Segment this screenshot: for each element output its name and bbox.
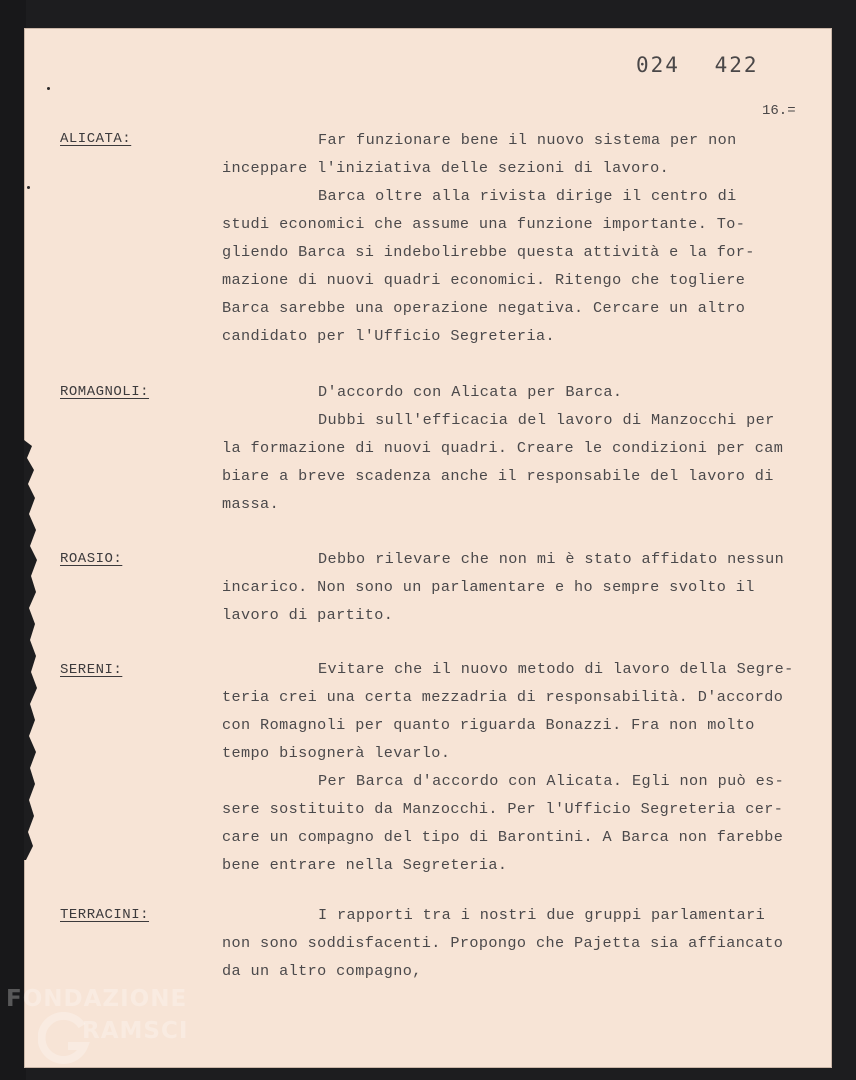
- text-line: con Romagnoli per quanto riguarda Bonazzi. Fra non molto: [222, 716, 755, 734]
- text-line: Far funzionare bene il nuovo sistema per non: [318, 131, 737, 149]
- watermark-line-1: FONDAZIONE: [6, 986, 188, 1012]
- text-line: D'accordo con Alicata per Barca.: [318, 383, 623, 401]
- scan-border: [0, 0, 26, 1080]
- statement-roasio: [222, 545, 812, 629]
- text-line: lavoro di partito.: [222, 606, 394, 624]
- logo-letter: G: [56, 1050, 57, 1051]
- speaker-sereni: SERENI:: [60, 662, 123, 678]
- text-line: Dubbi sull'efficacia del lavoro di Manzocchi per: [318, 411, 775, 429]
- speaker-roasio: ROASIO:: [60, 551, 123, 567]
- text-line: biare a breve scadenza anche il responsabile del lavoro di: [222, 467, 774, 485]
- text-line: care un compagno del tipo di Barontini. A Barca non farebbe: [222, 828, 784, 846]
- text-line: Debbo rilevare che non mi è stato affidato nessun: [318, 550, 785, 568]
- text-line: bene entrare nella Segreteria.: [222, 856, 508, 874]
- statement-terracini: [222, 901, 812, 985]
- watermark-line-2: RAMSCI: [82, 1018, 189, 1044]
- text-line: Evitare che il nuovo metodo di lavoro della Segre-: [318, 660, 794, 678]
- text-line: teria crei una certa mezzadria di responsabilità. D'accordo: [222, 688, 784, 706]
- text-line: Barca oltre alla rivista dirige il centro di: [318, 187, 737, 205]
- text-line: Barca sarebbe una operazione negativa. Cercare un altro: [222, 299, 746, 317]
- text-line: gliendo Barca si indebolirebbe questa attività e la for-: [222, 243, 755, 261]
- statement-sereni: [222, 655, 812, 879]
- speaker-alicata: ALICATA:: [60, 131, 132, 147]
- ink-speck: [47, 87, 50, 90]
- text-line: la formazione di nuovi quadri. Creare le condizioni per cam: [222, 439, 784, 457]
- text-line: massa.: [222, 495, 280, 513]
- speaker-terracini: TERRACINI:: [60, 907, 150, 923]
- text-line: Per Barca d'accordo con Alicata. Egli non può es-: [318, 772, 785, 790]
- archive-reference-number: 024 422: [636, 53, 759, 77]
- speaker-romagnoli: ROMAGNOLI:: [60, 384, 150, 400]
- text-line: sere sostituito da Manzocchi. Per l'Ufficio Segreteria cer-: [222, 800, 784, 818]
- statement-alicata: [222, 126, 812, 350]
- statement-romagnoli: [222, 378, 812, 518]
- text-line: inceppare l'iniziativa delle sezioni di lavoro.: [222, 159, 670, 177]
- text-line: studi economici che assume una funzione importante. To-: [222, 215, 746, 233]
- text-line: non sono soddisfacenti. Propongo che Pajetta sia affiancato: [222, 934, 784, 952]
- text-line: tempo bisognerà levarlo.: [222, 744, 451, 762]
- text-line: I rapporti tra i nostri due gruppi parlamentari: [318, 906, 766, 924]
- text-line: mazione di nuovi quadri economici. Ritengo che togliere: [222, 271, 746, 289]
- torn-edge: [24, 440, 46, 860]
- text-line: candidato per l'Ufficio Segreteria.: [222, 327, 555, 345]
- text-line: da un altro compagno,: [222, 962, 422, 980]
- fondazione-gramsci-watermark: [2, 984, 222, 1080]
- page-number: 16.=: [762, 103, 796, 119]
- ink-speck: [27, 186, 30, 189]
- text-line: incarico. Non sono un parlamentare e ho sempre svolto il: [222, 578, 755, 596]
